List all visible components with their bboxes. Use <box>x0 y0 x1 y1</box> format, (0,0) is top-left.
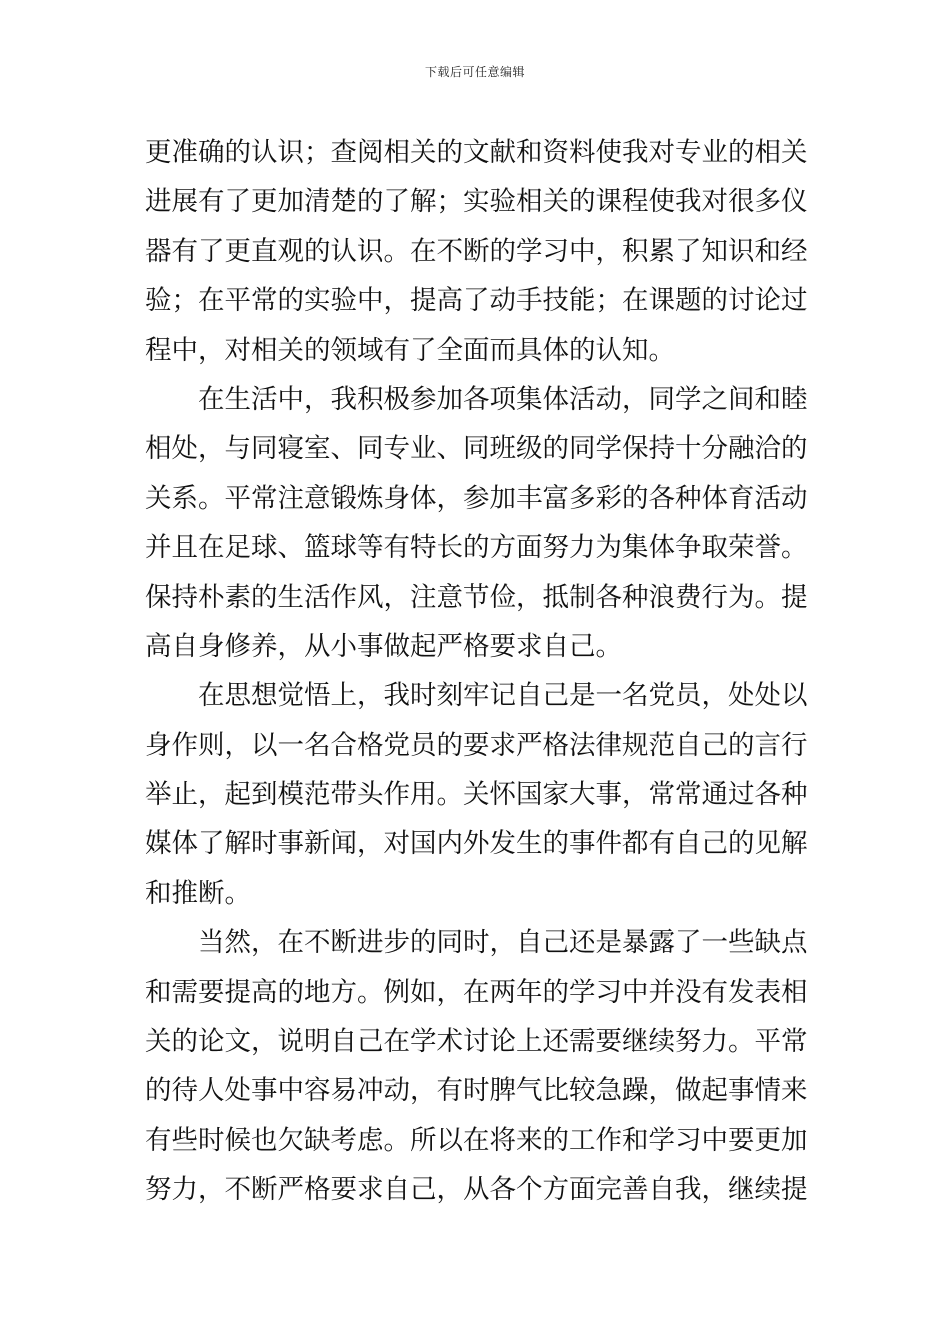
text-line: 媒体了解时事新闻，对国内外发生的事件都有自己的见解 <box>145 828 807 860</box>
text-line: 的待人处事中容易冲动，有时脾气比较急躁，做起事情来 <box>145 1075 807 1107</box>
text-line: 进展有了更加清楚的了解；实验相关的课程使我对很多仪 <box>145 186 807 218</box>
text-line: 程中，对相关的领域有了全面而具体的认知。 <box>145 334 675 366</box>
body-text <box>145 128 807 1215</box>
text-line: 举止，起到模范带头作用。关怀国家大事，常常通过各种 <box>145 779 807 811</box>
page-header-note: 下载后可任意编辑 <box>424 65 525 79</box>
text-line: 有些时候也欠缺考虑。所以在将来的工作和学习中要更加 <box>145 1124 807 1156</box>
text-line: 验；在平常的实验中，提高了动手技能；在课题的讨论过 <box>145 285 807 317</box>
paragraph-first-line: 在思想觉悟上，我时刻牢记自己是一名党员，处处以 <box>198 680 807 712</box>
text-line: 相处，与同寝室、同专业、同班级的同学保持十分融洽的 <box>145 433 807 465</box>
text-line: 高自身修养，从小事做起严格要求自己。 <box>145 630 622 662</box>
text-line: 和需要提高的地方。例如，在两年的学习中并没有发表相 <box>145 976 807 1008</box>
text-line: 保持朴素的生活作风，注意节俭，抵制各种浪费行为。提 <box>145 581 807 613</box>
text-line: 更准确的认识；查阅相关的文献和资料使我对专业的相关 <box>145 137 807 168</box>
text-line: 身作则，以一名合格党员的要求严格法律规范自己的言行 <box>145 729 807 761</box>
text-line: 并且在足球、篮球等有特长的方面努力为集体争取荣誉。 <box>145 532 807 564</box>
paragraph-first-line: 在生活中，我积极参加各项集体活动，同学之间和睦 <box>198 383 807 415</box>
text-line: 努力，不断严格要求自己，从各个方面完善自我，继续提 <box>145 1174 807 1206</box>
text-line: 器有了更直观的认识。在不断的学习中，积累了知识和经 <box>145 235 807 267</box>
text-line: 关的论文，说明自己在学术讨论上还需要继续努力。平常 <box>145 1026 807 1058</box>
text-line: 关系。平常注意锻炼身体，参加丰富多彩的各种体育活动 <box>145 482 807 514</box>
text-line: 和推断。 <box>145 877 251 909</box>
paragraph-first-line: 当然，在不断进步的同时，自己还是暴露了一些缺点 <box>198 927 807 959</box>
